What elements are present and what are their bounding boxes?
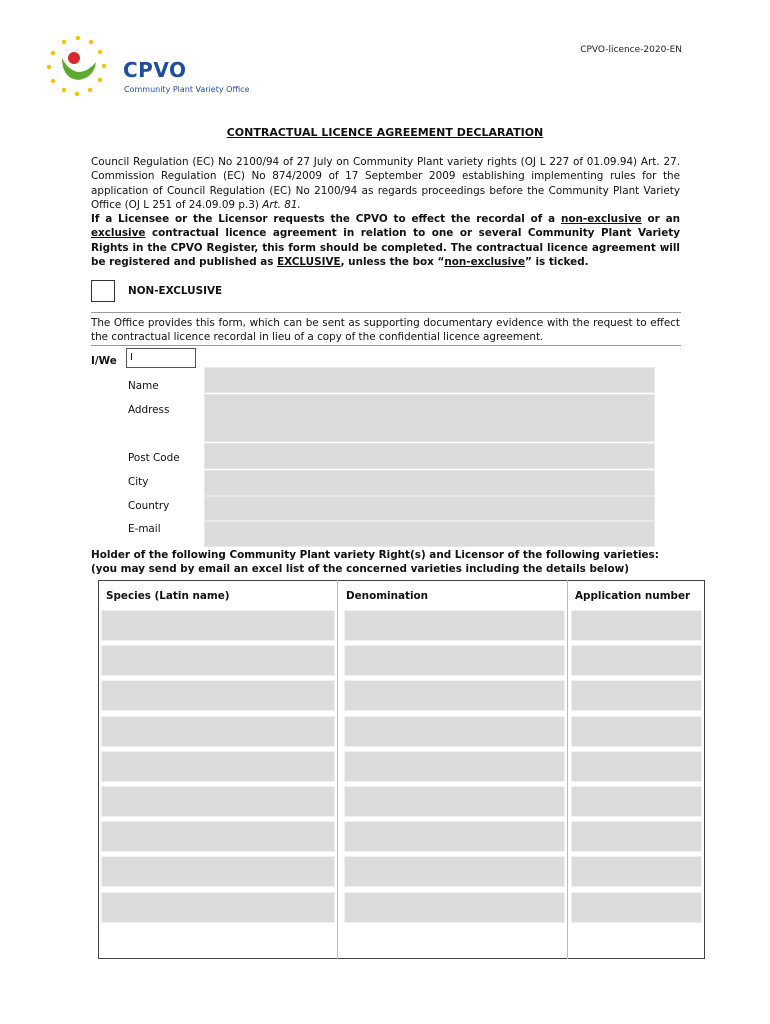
- holder-line-1: Holder of the following Community Plant variety Right(s) and Licensor of the following varieties:: [91, 549, 659, 561]
- notice-nonexclusive: non-exclusive: [560, 213, 642, 225]
- header-application-number: Application number: [575, 590, 691, 602]
- country-field[interactable]: [204, 496, 655, 521]
- denomination-cell[interactable]: [344, 645, 565, 676]
- iwe-input[interactable]: I: [126, 348, 196, 368]
- email-field[interactable]: [204, 521, 655, 547]
- country-label: Country: [128, 500, 170, 512]
- species-cell[interactable]: [101, 856, 335, 887]
- notice-nonexclusive-2: non-exclusive: [444, 255, 526, 268]
- logo-wordmark: CPVO: [123, 58, 187, 82]
- notice-text-e: contractual licence agreement in relation to one or several Community Plant Variety Rights in the CPVO Register, this form should be completed. The contractual licence agreement will be registered and published as: [91, 227, 680, 268]
- application-number-cell[interactable]: [571, 716, 702, 747]
- logo-subtitle: Community Plant Variety Office: [124, 85, 250, 94]
- denomination-cell[interactable]: [344, 716, 565, 747]
- denomination-cell[interactable]: [344, 856, 565, 887]
- application-number-cell[interactable]: [571, 610, 702, 641]
- species-cell[interactable]: [101, 645, 335, 676]
- application-number-cell[interactable]: [571, 892, 702, 923]
- star-ring-icon: [47, 36, 106, 96]
- office-note: The Office provides this form, which can be sent as supporting documentary evidence with the request to effect the contractual licence recordal in lieu of a copy of the confidential licence agreement.: [91, 317, 680, 344]
- header-denomination: Denomination: [346, 590, 429, 602]
- species-cell[interactable]: [101, 751, 335, 782]
- iwe-label: I/We: [91, 355, 117, 367]
- name-field[interactable]: [204, 367, 655, 393]
- application-number-cell[interactable]: [571, 751, 702, 782]
- table-divider-2: [567, 580, 568, 959]
- form-reference: CPVO-licence-2020-EN: [580, 45, 682, 55]
- application-number-cell[interactable]: [571, 645, 702, 676]
- postcode-label: Post Code: [128, 452, 180, 464]
- notice-text-g: , unless the box “: [340, 255, 445, 268]
- page-title: CONTRACTUAL LICENCE AGREEMENT DECLARATION: [226, 126, 544, 139]
- denomination-cell[interactable]: [344, 821, 565, 852]
- holder-line-2: (you may send by email an excel list of the concerned varieties including the details below): [91, 563, 629, 575]
- species-cell[interactable]: [101, 786, 335, 817]
- city-field[interactable]: [204, 470, 655, 496]
- regulation-paragraph: [91, 155, 680, 212]
- name-label: Name: [128, 380, 159, 392]
- city-label: City: [128, 476, 149, 488]
- notice-text-i: ” is ticked.: [525, 255, 589, 268]
- denomination-cell[interactable]: [344, 786, 565, 817]
- notice-exclusive-caps: EXCLUSIVE: [277, 255, 341, 268]
- application-number-cell[interactable]: [571, 680, 702, 711]
- regulation-article: Art. 81.: [262, 198, 301, 211]
- nonexclusive-checkbox[interactable]: [91, 280, 115, 302]
- notice-text-a: If a Licensee or the Licensor requests the CPVO to effect the recordal of a: [91, 213, 561, 225]
- denomination-cell[interactable]: [344, 751, 565, 782]
- notice-text-c: or an: [641, 213, 680, 225]
- email-label: E-mail: [128, 523, 161, 535]
- divider-bottom: [91, 345, 681, 346]
- header-species: Species (Latin name): [106, 590, 230, 602]
- notice-paragraph: [91, 212, 680, 269]
- holder-heading: [91, 548, 691, 576]
- denomination-cell[interactable]: [344, 610, 565, 641]
- species-cell[interactable]: [101, 716, 335, 747]
- address-label: Address: [128, 404, 170, 416]
- address-field[interactable]: [204, 394, 655, 442]
- application-number-cell[interactable]: [571, 856, 702, 887]
- denomination-cell[interactable]: [344, 680, 565, 711]
- species-cell[interactable]: [101, 821, 335, 852]
- species-cell[interactable]: [101, 680, 335, 711]
- species-cell[interactable]: [101, 892, 335, 923]
- table-divider-1: [337, 580, 338, 959]
- nonexclusive-label: NON-EXCLUSIVE: [128, 285, 223, 297]
- application-number-cell[interactable]: [571, 786, 702, 817]
- postcode-field[interactable]: [204, 443, 655, 469]
- regulation-text: Council Regulation (EC) No 2100/94 of 27 July on Community Plant variety rights (OJ L 227 of 01.09.94) Art. 27. Commission Regulation (EC) No 874/2009 of 17 September 2009 establishing implementing rules for the application of Council Regulation (EC) No 2100/94 as regards proceedings before the Community Plant Variety Office (OJ L 251 of 24.09.09 p.3): [91, 156, 680, 211]
- application-number-cell[interactable]: [571, 821, 702, 852]
- denomination-cell[interactable]: [344, 892, 565, 923]
- species-cell[interactable]: [101, 610, 335, 641]
- divider-top: [91, 312, 681, 313]
- notice-exclusive: exclusive: [91, 227, 146, 240]
